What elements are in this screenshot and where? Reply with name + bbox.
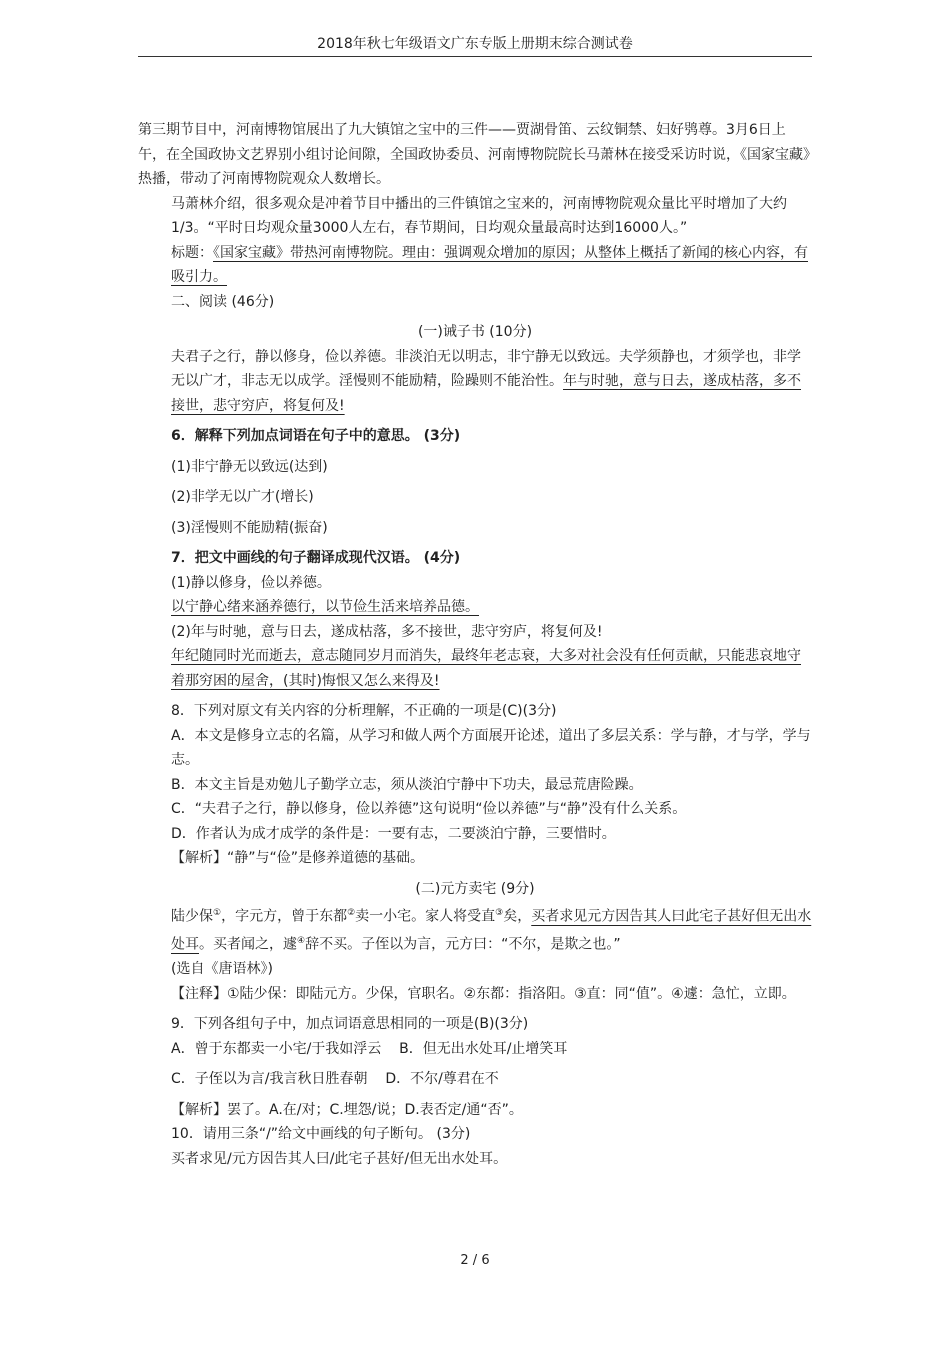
answer-label: 标题： xyxy=(171,244,213,261)
note-marker-4: ④ xyxy=(297,936,306,947)
q10-answer: 买者求见/元方因告其人曰/此宅子甚好/但无出水处耳。 xyxy=(171,1150,508,1167)
q9-option-d: D．不尔/尊君在不 xyxy=(385,1071,499,1088)
section-title-reading: 二、阅读 (46分) xyxy=(171,293,275,310)
q7-sentence-1: (1)静以修身，俭以养德。 xyxy=(171,574,331,591)
title-answer xyxy=(138,241,812,290)
note-marker-2: ② xyxy=(347,908,356,918)
text1-body-underlined: 年与时驰，意与日去，遂成枯落，多不接世，悲守穷庐，将复何及! xyxy=(171,373,801,414)
text1-title: (一)诫子书 (10分) xyxy=(417,324,533,340)
q7-answer-2-text: 年纪随同时光而逝去，意志随同岁月而消失，最终年老志衰，大多对社会没有任何贡献，只能悲哀地守着那穷困的屋舍，(其时)悔恨又怎么来得及! xyxy=(171,648,801,689)
q6-item-3: (3)淫慢则不能励精(振奋) xyxy=(171,519,328,536)
q7-answer-1-text: 以宁静心绪来涵养德行，以节俭生活来培养品德。 xyxy=(171,599,479,615)
text2-body-part: 矣， xyxy=(503,908,532,925)
text2-body xyxy=(138,901,812,957)
text2-body-part: ，字元方，曾于东都 xyxy=(221,908,348,925)
q8-option-a: A．本文是修身立志的名篇，从学习和做人两个方面展开论述，道出了多层关系：学与静，才与学，学与志。 xyxy=(171,727,811,768)
q8-stem: 8．下列对原文有关内容的分析理解，不正确的一项是(C)(3分) xyxy=(171,703,557,719)
text2-notes: 【注释】①陆少保：即陆元方。少保，官职名。②东都：指洛阳。③直：同“值”。④遽：急忙，立即。 xyxy=(171,985,796,1002)
text1-body xyxy=(138,345,812,419)
q6-item-1: (1)非宁静无以致远(达到) xyxy=(171,458,328,475)
q10-stem: 10．请用三条“/”给文中画线的句子断句。 (3分) xyxy=(171,1126,471,1143)
text2-body-part: 。买者闻之，遽 xyxy=(199,936,297,953)
page-header: 2018年秋七年级语文广东专版上册期末综合测试卷 xyxy=(138,33,812,57)
q9-stem: 9．下列各组句子中，加点词语意思相同的一项是(B)(3分) xyxy=(171,1016,529,1033)
q8-analysis: 【解析】“静”与“俭”是修养道德的基础。 xyxy=(171,850,425,866)
q9-options-ab xyxy=(138,1037,812,1062)
q6-stem: 6．解释下列加点词语在句子中的意思。 (3分) xyxy=(171,428,461,444)
q8-option-d: D．作者认为成才成学的条件是：一要有志，二要淡泊宁静，三要惜时。 xyxy=(171,825,616,842)
text2-body-underlined: 买者求见元方因告其人曰此宅子甚好但无出水处耳 xyxy=(171,908,812,953)
q9-options-cd xyxy=(138,1067,812,1092)
q9-option-b: B．但无出水处耳/止增笑耳 xyxy=(399,1040,568,1057)
q8-option-b: B．本文主旨是劝勉儿子勤学立志，须从淡泊宁静中下功夫，最忌荒唐险躁。 xyxy=(171,776,643,793)
text2-body-part: 陆少保 xyxy=(171,908,213,925)
q7-answer-1 xyxy=(138,595,812,620)
note-marker-3: ③ xyxy=(495,908,504,918)
q7-sentence-2: (2)年与时驰，意与日去，遂成枯落，多不接世，悲守穷庐，将复何及! xyxy=(171,623,603,640)
q9-analysis: 【解析】罢了。A.在/对；C.埋怨/说；D.表否定/通“否”。 xyxy=(171,1101,523,1118)
news-paragraph-1: 第三期节目中，河南博物馆展出了九大镇馆之宝中的三件——贾湖骨笛、云纹铜禁、妇好鸮尊。3月6日上午，在全国政协文艺界别小组讨论间隙，全国政协委员、河南博物院院长马萧林在接受采访时说，《国家宝藏》热播，带动了河南博物院观众人数增长。 xyxy=(138,122,810,187)
answer-text: 《国家宝藏》带热河南博物院。理由：强调观众增加的原因；从整体上概括了新闻的核心内容，有吸引力。 xyxy=(171,244,808,285)
text2-body-part: 辞不买。子侄以为言，元方曰：“不尔，是欺之也。” xyxy=(305,936,621,953)
news-paragraph-2: 马萧林介绍，很多观众是冲着节目中播出的三件镇馆之宝来的，河南博物院观众量比平时增加了大约1/3。“平时日均观众量3000人左右，春节期间，日均观众量最高时达到16000人。” xyxy=(171,195,787,236)
text2-title: (二)元方卖宅 (9分) xyxy=(415,880,535,897)
q6-item-2: (2)非学无以广才(增长) xyxy=(171,489,314,505)
text2-body-part: 卖一小宅。家人将受直 xyxy=(355,908,496,925)
q7-answer-2 xyxy=(138,644,812,693)
text1-body-plain: 夫君子之行，静以修身，俭以养德。非淡泊无以明志，非宁静无以致远。夫学须静也，才须学也，非学无以广才，非志无以成学。淫慢则不能励精，险躁则不能治性。 xyxy=(171,348,801,389)
note-marker-1: ① xyxy=(213,908,222,918)
text2-source: (选自《唐语林》) xyxy=(171,961,273,978)
page-content xyxy=(138,118,812,1171)
q9-option-c: C．子侄以为言/我言秋日胜春朝 xyxy=(171,1071,368,1088)
q8-option-c: C．“夫君子之行，静以修身，俭以养德”这句说明“俭以养德”与“静”没有什么关系。 xyxy=(171,801,687,817)
page-number: 2 / 6 xyxy=(460,1253,490,1268)
q9-option-a: A．曾于东都卖一小宅/于我如浮云 xyxy=(171,1040,382,1057)
q7-stem: 7．把文中画线的句子翻译成现代汉语。 (4分) xyxy=(171,550,461,566)
